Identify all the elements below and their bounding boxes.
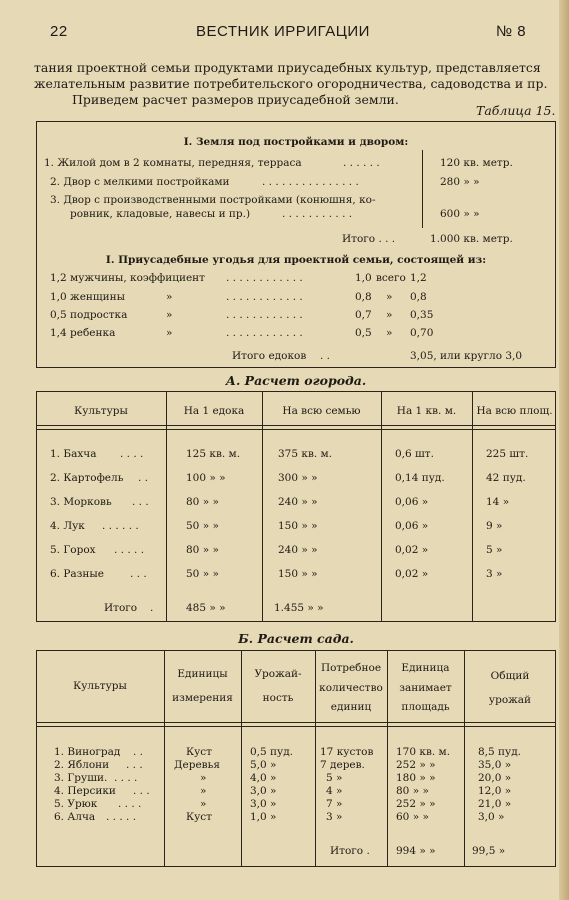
ta-row-1-c2: 375 кв. м. — [278, 448, 333, 460]
ta-row-6-culture: 6. Разные — [50, 568, 104, 580]
ta-row-5-dots: . . . . . — [114, 544, 145, 556]
ta-row-4-c1: 50 » » — [186, 520, 219, 532]
ta-row-3-c1: 80 » » — [186, 496, 219, 508]
page-spine-shadow — [559, 0, 569, 900]
tb-row-3-culture: 3. Груши. — [54, 772, 108, 784]
tb-row-1-yield: 0,5 пуд. — [250, 746, 294, 758]
tb-header-area-1: Единица — [401, 662, 450, 674]
t15-s2-row-3-dots: . . . . . . . . . . . . — [226, 309, 303, 321]
ta-row-3-culture: 3. Морковь — [50, 496, 112, 508]
tb-header-units-1: Единицы — [177, 668, 228, 680]
ta-row-1-c3: 0,6 шт. — [395, 448, 434, 460]
ta-row-2-c3: 0,14 пуд. — [395, 472, 445, 484]
t15-s2-row-4-res: 0,70 — [410, 327, 434, 339]
ta-row-6-dots: . . . — [130, 568, 147, 580]
t15-s2-row-4-mark: » — [386, 327, 393, 339]
table-b-col-divider-2 — [241, 650, 242, 867]
table-a-title: А. Расчет огорода. — [225, 373, 367, 388]
tb-row-4-area: 80 » » — [396, 785, 429, 797]
page-number: 22 — [50, 23, 68, 40]
ta-row-4-c3: 0,06 » — [395, 520, 429, 532]
t15-s2-row-4-who: 1,4 ребенка — [50, 327, 116, 339]
table-b-col-divider-3 — [315, 650, 316, 867]
tb-header-units-2: измерения — [172, 692, 233, 704]
table-b-header-rule — [36, 722, 556, 723]
ta-row-5-c2: 240 » » — [278, 544, 318, 556]
tb-header-yield-1: Урожай- — [254, 668, 302, 680]
table-a-col-divider-4 — [472, 391, 473, 622]
tb-row-1-culture: 1. Виноград — [54, 746, 121, 758]
t15-s2-row-3-ditto: » — [166, 309, 173, 321]
tb-row-2-area: 252 » » — [396, 759, 436, 771]
ta-header-per-eater: На 1 едока — [183, 405, 245, 417]
t15-total-2-value: 3,05, или кругло 3,0 — [410, 350, 523, 362]
ta-row-5-culture: 5. Горох — [50, 544, 96, 556]
journal-title: ВЕСТНИК ИРРИГАЦИИ — [196, 23, 370, 40]
tb-header-need-2: количество — [319, 682, 383, 694]
tb-row-3-dots: . . . . — [114, 772, 138, 784]
tb-total-yield: 99,5 » — [472, 845, 506, 857]
tb-total-label: Итого . — [330, 845, 370, 857]
tb-row-1-total: 8,5 пуд. — [478, 746, 522, 758]
ta-row-6-c3: 0,02 » — [395, 568, 429, 580]
tb-row-5-dots: . . . . — [118, 798, 142, 810]
tb-row-5-yield: 3,0 » — [250, 798, 277, 810]
ta-header-culture: Культуры — [74, 405, 128, 417]
ta-row-4-dots: . . . . . . — [102, 520, 139, 532]
t15-s2-row-4-dots: . . . . . . . . . . . . — [226, 327, 303, 339]
table-a-col-divider-3 — [381, 391, 382, 622]
t15-s2-row-3-res: 0,35 — [410, 309, 434, 321]
ta-row-1-culture: 1. Бахча — [50, 448, 97, 460]
t15-s2-row-4-coef: 0,5 — [355, 327, 372, 339]
ta-row-4-c4: 9 » — [486, 520, 503, 532]
t15-section-1-title: I. Земля под постройками и двором: — [183, 136, 409, 148]
table-a-header-rule — [36, 425, 556, 426]
table-b-col-divider-5 — [464, 650, 465, 867]
ta-row-3-dots: . . . — [132, 496, 149, 508]
ta-row-1-c1: 125 кв. м. — [186, 448, 241, 460]
tb-row-1-unit: Куст — [186, 746, 212, 758]
tb-row-4-dots: . . . — [133, 785, 150, 797]
tb-row-5-culture: 5. Урюк — [54, 798, 98, 810]
t15-total-1-label: Итого . . . — [342, 233, 396, 245]
ta-header-total-area: На всю площ. — [476, 405, 553, 417]
t15-s2-row-1-who: 1,2 мужчины, коэффициент — [50, 272, 205, 284]
table-b-title: Б. Расчет сада. — [238, 631, 354, 646]
ta-header-per-family: На всю семью — [282, 405, 361, 417]
t15-row-2-value: 280 » » — [440, 176, 480, 188]
tb-row-6-total: 3,0 » — [478, 811, 505, 823]
t15-s2-row-2-mark: » — [386, 291, 393, 303]
tb-header-total-2: урожай — [488, 694, 532, 706]
tb-row-6-need: 3 » — [326, 811, 343, 823]
tb-row-4-culture: 4. Персики — [54, 785, 116, 797]
t15-row-3-name-cont: ровник, кладовые, навесы и пр.) — [70, 208, 251, 220]
t15-row-3-dots: . . . . . . . . . . . — [282, 208, 353, 220]
ta-total-2: 1.455 » » — [274, 602, 324, 614]
t15-row-3-name: 3. Двор с производственными постройками (конюшня, ко- — [50, 194, 376, 206]
t15-total-1-value: 1.000 кв. метр. — [430, 233, 513, 245]
ta-row-6-c1: 50 » » — [186, 568, 219, 580]
tb-row-5-need: 7 » — [326, 798, 343, 810]
tb-row-4-unit: » — [200, 785, 207, 797]
ta-total-1: 485 » » — [186, 602, 226, 614]
tb-row-4-need: 4 » — [326, 785, 343, 797]
table-a-header-rule-2 — [36, 429, 556, 430]
ta-row-3-c3: 0,06 » — [395, 496, 429, 508]
intro-line-3: Приведем расчет размеров приусадебной земли. — [72, 92, 399, 107]
t15-s2-row-2-who: 1,0 женщины — [50, 291, 126, 303]
ta-row-2-culture: 2. Картофель — [50, 472, 124, 484]
table-b-col-divider-4 — [387, 650, 388, 867]
t15-s2-row-2-ditto: » — [166, 291, 173, 303]
t15-row-2-dots: . . . . . . . . . . . . . . . — [262, 176, 359, 188]
ta-row-2-dots: . . — [138, 472, 149, 484]
t15-s2-row-1-dots: . . . . . . . . . . . . — [226, 272, 303, 284]
ta-row-1-c4: 225 шт. — [486, 448, 529, 460]
tb-row-2-dots: . . . — [126, 759, 143, 771]
issue-number: № 8 — [496, 23, 527, 40]
tb-row-6-dots: . . . . . — [106, 811, 137, 823]
ta-row-2-c4: 42 пуд. — [486, 472, 526, 484]
tb-row-2-need: 7 дерев. — [320, 759, 365, 771]
t15-row-1-name: 1. Жилой дом в 2 комнаты, передняя, терраса — [44, 157, 302, 169]
tb-header-area-2: занимает — [399, 682, 452, 694]
tb-total-area: 994 » » — [396, 845, 436, 857]
tb-row-3-total: 20,0 » — [478, 772, 512, 784]
t15-s2-row-3-coef: 0,7 — [355, 309, 372, 321]
ta-header-per-sqm: На 1 кв. м. — [396, 405, 457, 417]
t15-row-2-name: 2. Двор с мелкими постройками — [50, 176, 230, 188]
t15-s2-row-1-mark: всего — [376, 272, 406, 284]
table-a-col-divider-1 — [166, 391, 167, 622]
tb-row-4-total: 12,0 » — [478, 785, 512, 797]
tb-row-1-area: 170 кв. м. — [396, 746, 451, 758]
t15-s2-row-1-res: 1,2 — [410, 272, 427, 284]
tb-header-yield-2: ность — [262, 692, 294, 704]
tb-header-need-3: единиц — [330, 701, 372, 713]
ta-row-3-c2: 240 » » — [278, 496, 318, 508]
tb-header-culture: Культуры — [73, 680, 127, 692]
t15-s2-row-1-coef: 1,0 — [355, 272, 372, 284]
tb-header-area-3: площадь — [401, 701, 450, 713]
t15-s2-row-2-res: 0,8 — [410, 291, 427, 303]
t15-divider — [422, 150, 423, 228]
tb-row-3-yield: 4,0 » — [250, 772, 277, 784]
t15-row-1-dots: . . . . . . — [343, 157, 380, 169]
tb-header-total-1: Общий — [490, 670, 530, 682]
t15-s2-row-3-mark: » — [386, 309, 393, 321]
table-a-col-divider-2 — [262, 391, 263, 622]
tb-row-3-need: 5 » — [326, 772, 343, 784]
tb-row-2-culture: 2. Яблони — [54, 759, 110, 771]
t15-total-2-label: Итого едоков — [232, 350, 307, 362]
ta-row-4-c2: 150 » » — [278, 520, 318, 532]
t15-s2-row-3-who: 0,5 подростка — [50, 309, 128, 321]
ta-row-5-c1: 80 » » — [186, 544, 219, 556]
ta-row-1-dots: . . . . — [120, 448, 144, 460]
ta-total-label: Итого — [104, 602, 138, 614]
intro-line-2: желательным развитие потребительского огородничества, садоводства и пр. — [34, 76, 548, 91]
table-b-col-divider-1 — [164, 650, 165, 867]
t15-s2-row-2-dots: . . . . . . . . . . . . — [226, 291, 303, 303]
tb-row-1-dots: . . — [133, 746, 144, 758]
t15-total-2-dots: . . — [320, 350, 331, 362]
tb-row-6-culture: 6. Алча — [54, 811, 96, 823]
ta-row-6-c2: 150 » » — [278, 568, 318, 580]
tb-row-5-total: 21,0 » — [478, 798, 512, 810]
ta-row-5-c4: 5 » — [486, 544, 503, 556]
t15-s2-row-2-coef: 0,8 — [355, 291, 372, 303]
ta-row-3-c4: 14 » — [486, 496, 510, 508]
table-b-header-rule-2 — [36, 726, 556, 727]
tb-row-4-yield: 3,0 » — [250, 785, 277, 797]
tb-row-5-unit: » — [200, 798, 207, 810]
ta-row-6-c4: 3 » — [486, 568, 503, 580]
t15-row-1-value: 120 кв. метр. — [440, 157, 513, 169]
t15-row-3-value: 600 » » — [440, 208, 480, 220]
tb-row-6-yield: 1,0 » — [250, 811, 277, 823]
tb-row-6-unit: Куст — [186, 811, 212, 823]
tb-row-3-area: 180 » » — [396, 772, 436, 784]
ta-row-2-c2: 300 » » — [278, 472, 318, 484]
ta-total-dot: . — [150, 602, 154, 614]
table-label: Таблица 15. — [476, 103, 556, 118]
ta-row-4-culture: 4. Лук — [50, 520, 85, 532]
ta-row-2-c1: 100 » » — [186, 472, 226, 484]
intro-line-1: тания проектной семьи продуктами приусадебных культур, представляется — [34, 60, 541, 75]
ta-row-5-c3: 0,02 » — [395, 544, 429, 556]
tb-row-5-area: 252 » » — [396, 798, 436, 810]
tb-row-1-need: 17 кустов — [320, 746, 374, 758]
tb-row-2-yield: 5,0 » — [250, 759, 277, 771]
tb-header-need-1: Потребное — [320, 662, 382, 674]
tb-row-2-total: 35,0 » — [478, 759, 512, 771]
tb-row-6-area: 60 » » — [396, 811, 429, 823]
t15-section-2-title: I. Приусадебные угодья для проектной семьи, состоящей из: — [105, 254, 487, 266]
tb-row-3-unit: » — [200, 772, 207, 784]
t15-s2-row-4-ditto: » — [166, 327, 173, 339]
tb-row-2-unit: Деревья — [174, 759, 220, 771]
